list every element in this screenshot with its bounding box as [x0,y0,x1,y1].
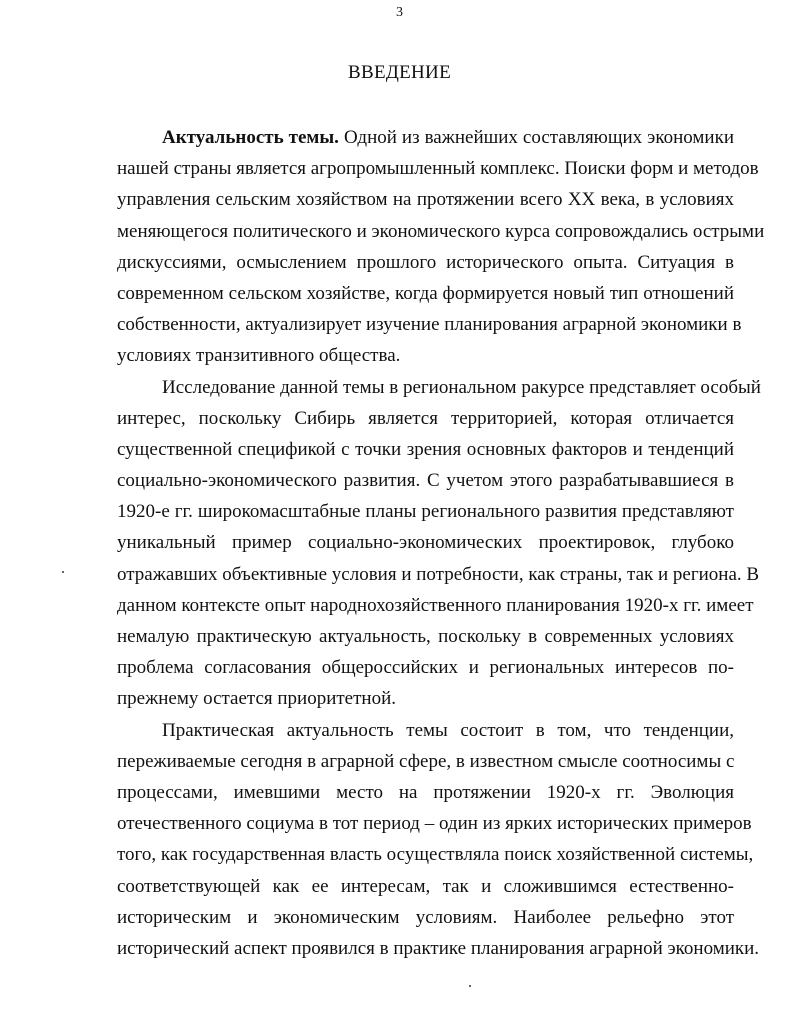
text-line: собственности, актуализирует изучение планирования аграрной экономики в [117,314,742,336]
text-line: условиях транзитивного общества. [117,345,401,367]
text-line: меняющегося политического и экономического курса сопровождались острыми [117,220,765,242]
text-line: дискуссиями, осмыслением прошлого исторического опыта. Ситуация в [117,251,734,273]
text-line: прежнему остается приоритетной. [117,688,396,710]
text-line: 1920-е гг. широкомасштабные планы регионального развития представляют [117,501,734,523]
text-line: отражавших объективные условия и потребности, как страны, так и региона. В [117,563,760,585]
page-number: 3 [396,5,403,20]
text-line: интерес, поскольку Сибирь является территорией, которая отличается [117,407,734,429]
text-line: уникальный пример социально-экономических проектировок, глубоко [117,532,734,554]
text-line: управления сельским хозяйством на протяжении всего XX века, в условиях [117,189,734,211]
paragraph-relevance [117,122,765,372]
text-line: проблема согласования общероссийских и региональных интересов по- [117,657,734,679]
text-line: исторический аспект проявился в практике планирования аграрной экономики. [117,937,760,959]
paragraph-lead: Актуальность темы. [162,127,339,148]
text-line: современном сельском хозяйстве, когда формируется новый тип отношений [117,282,734,304]
text-line: Практическая актуальность темы состоит в том, что тенденции, [162,719,734,741]
scan-speck [469,985,471,987]
paragraph-regional [117,372,761,715]
text-line: историческим и экономическим условиям. Наиболее рельефно этот [117,906,734,928]
text-line: немалую практическую актуальность, поскольку в современных условиях [117,626,734,647]
scan-speck [62,571,64,573]
document-body [117,122,765,964]
text-line: Исследование данной темы в региональном ракурсе представляет особый [162,376,761,398]
text-line: соответствующей как ее интересам, так и сложившимся естественно- [117,875,734,897]
text-line: существенной спецификой с точки зрения основных факторов и тенденций [117,438,734,460]
paragraph-practical [117,715,760,965]
text-line: данном контексте опыт народнохозяйственного планирования 1920-х гг. имеет [117,594,754,616]
text-line: социально-экономического развития. С учетом этого разрабатывавшиеся в [117,470,734,492]
text-line: переживаемые сегодня в аграрной сфере, в известном смысле соотносимы с [117,750,735,772]
text-line: процессами, имевшими место на протяжении 1920-х гг. Эволюция [117,781,734,803]
section-heading: ВВЕДЕНИЕ [348,62,451,83]
text-line: Актуальность темы. Одной из важнейших составляющих экономики [162,127,734,148]
text-line: того, как государственная власть осуществляла поиск хозяйственной системы, [117,844,754,866]
text-line: отечественного социума в тот период – один из ярких исторических примеров [117,813,752,835]
text-line: нашей страны является агропромышленный комплекс. Поиски форм и методов [117,158,759,180]
